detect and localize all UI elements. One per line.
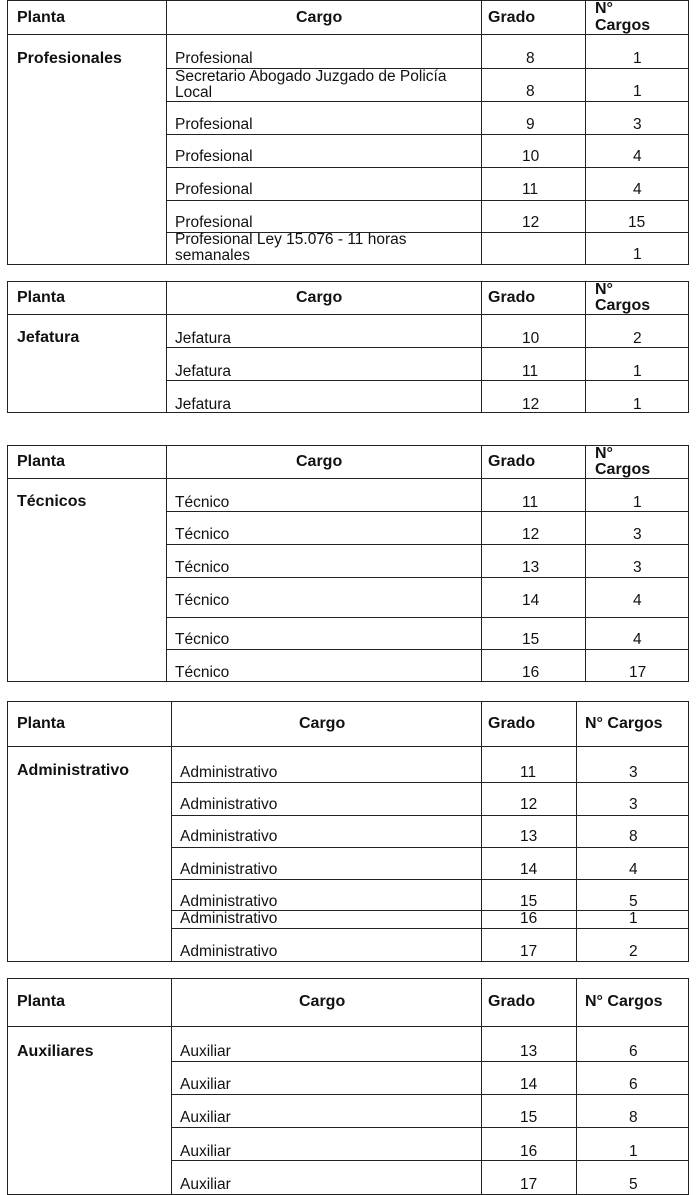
header-planta: Planta	[17, 289, 66, 306]
grado-cell: 15	[522, 631, 540, 648]
table-profesionales	[7, 0, 689, 265]
cargo-cell: Profesional	[175, 116, 253, 133]
ncargos-cell: 5	[629, 1176, 638, 1193]
cargo-cell: Jefatura	[175, 330, 232, 347]
grado-cell: 12	[522, 214, 540, 231]
header-planta: Planta	[17, 453, 66, 470]
cargo-cell: Administrativo	[180, 764, 278, 781]
grado-cell: 14	[522, 592, 540, 609]
cargo-cell: Jefatura	[175, 396, 232, 413]
table-jefatura	[7, 281, 689, 413]
column-divider	[481, 702, 482, 961]
grado-cell: 11	[520, 764, 537, 781]
ncargos-cell: 1	[629, 910, 638, 927]
row-divider	[166, 544, 688, 545]
grado-cell: 17	[520, 1176, 538, 1193]
cargo-cell: Profesional	[175, 214, 253, 231]
cargo-cell: Auxiliar	[180, 1043, 231, 1060]
grado-cell: 14	[520, 861, 538, 878]
cargo-cell: Administrativo	[180, 910, 278, 927]
grado-cell: 13	[522, 559, 540, 576]
header-grado: Grado	[488, 715, 536, 732]
row-divider	[171, 1127, 688, 1128]
header-cargo: Cargo	[296, 453, 343, 470]
column-divider	[166, 1, 167, 264]
row-divider	[171, 847, 688, 848]
column-divider	[171, 979, 172, 1194]
row-divider	[171, 1061, 688, 1062]
row-divider	[166, 200, 688, 201]
header-divider	[8, 314, 688, 315]
header-grado: Grado	[488, 993, 536, 1010]
cargo-cell: Profesional	[175, 181, 253, 198]
planta-label: Profesionales	[17, 50, 122, 67]
header-cargo: Cargo	[299, 993, 346, 1010]
ncargos-cell: 3	[629, 764, 638, 781]
row-divider	[166, 577, 688, 578]
cargo-cell: Profesional	[175, 148, 253, 165]
grado-cell: 16	[522, 664, 540, 681]
column-divider	[166, 446, 167, 681]
row-divider	[171, 1160, 688, 1161]
cargo-cell: Técnico	[175, 494, 230, 511]
grado-cell: 17	[520, 943, 538, 960]
grado-cell: 12	[522, 396, 540, 413]
cargo-cell: Administrativo	[180, 893, 278, 910]
ncargos-cell: 2	[633, 330, 642, 347]
table-administrativo	[7, 701, 689, 962]
cargo-cell: Administrativo	[180, 828, 278, 845]
header-ncargos-line1: N°	[595, 0, 613, 17]
ncargos-cell: 17	[629, 664, 647, 681]
column-divider	[576, 979, 577, 1194]
ncargos-cell: 4	[629, 861, 638, 878]
cargo-cell: Auxiliar	[180, 1076, 231, 1093]
cargo-cell: Secretario Abogado Juzgado de Policía Local	[175, 68, 447, 101]
ncargos-cell: 1	[633, 83, 642, 100]
grado-cell: 13	[520, 828, 538, 845]
header-divider	[8, 478, 688, 479]
column-divider	[481, 446, 482, 681]
ncargos-cell: 8	[629, 1109, 638, 1126]
header-grado: Grado	[488, 453, 536, 470]
row-divider	[171, 928, 688, 929]
grado-cell: 16	[520, 910, 538, 927]
header-cargo: Cargo	[299, 715, 346, 732]
header-ncargos-line2: Cargos	[595, 461, 651, 478]
row-divider	[166, 101, 688, 102]
cargo-cell: Administrativo	[180, 943, 278, 960]
planta-label: Administrativo	[17, 762, 130, 779]
header-ncargos-line2: Cargos	[595, 17, 651, 34]
ncargos-cell: 1	[633, 50, 642, 67]
cargo-cell: Técnico	[175, 631, 230, 648]
row-divider	[171, 879, 688, 880]
ncargos-cell: 1	[629, 1143, 638, 1160]
row-divider	[171, 815, 688, 816]
column-divider	[585, 446, 586, 681]
cargo-cell: Jefatura	[175, 363, 232, 380]
row-divider	[166, 134, 688, 135]
ncargos-cell: 1	[633, 494, 642, 511]
column-divider	[171, 702, 172, 961]
planta-label: Jefatura	[17, 329, 80, 346]
grado-cell: 11	[522, 181, 539, 198]
header-cargo: Cargo	[296, 289, 343, 306]
cargo-cell: Auxiliar	[180, 1143, 231, 1160]
header-cargo: Cargo	[296, 9, 343, 26]
cargo-cell: Técnico	[175, 664, 230, 681]
cargo-cell: Técnico	[175, 592, 230, 609]
grado-cell: 11	[522, 494, 539, 511]
header-ncargos: N° Cargos	[585, 993, 663, 1010]
row-divider	[166, 617, 688, 618]
header-ncargos-line1: N°	[595, 281, 613, 298]
cargo-cell: Auxiliar	[180, 1109, 231, 1126]
cargo-cell: Auxiliar	[180, 1176, 231, 1193]
grado-cell: 9	[526, 116, 535, 133]
cargo-cell: Administrativo	[180, 861, 278, 878]
ncargos-cell: 15	[628, 214, 646, 231]
ncargos-cell: 3	[629, 796, 638, 813]
ncargos-cell: 1	[633, 396, 642, 413]
column-divider	[481, 979, 482, 1194]
header-planta: Planta	[17, 715, 66, 732]
grado-cell: 12	[520, 796, 538, 813]
ncargos-cell: 3	[633, 559, 642, 576]
ncargos-cell: 3	[633, 116, 642, 133]
ncargos-cell: 4	[633, 148, 642, 165]
header-grado: Grado	[488, 9, 536, 26]
table-auxiliares	[7, 978, 689, 1195]
grado-cell: 8	[526, 50, 535, 67]
header-planta: Planta	[17, 9, 66, 26]
column-divider	[576, 702, 577, 961]
ncargos-cell: 1	[633, 363, 642, 380]
grado-cell: 15	[520, 1109, 538, 1126]
grado-cell: 14	[520, 1076, 538, 1093]
header-divider	[8, 34, 688, 35]
cargo-cell: Técnico	[175, 526, 230, 543]
header-ncargos: N° Cargos	[585, 715, 663, 732]
column-divider	[585, 1, 586, 264]
ncargos-cell: 4	[633, 592, 642, 609]
row-divider	[166, 167, 688, 168]
grado-cell: 12	[522, 526, 540, 543]
row-divider	[166, 380, 688, 381]
ncargos-cell: 8	[629, 828, 638, 845]
ncargos-cell: 5	[629, 893, 638, 910]
ncargos-cell: 4	[633, 631, 642, 648]
ncargos-cell: 4	[633, 181, 642, 198]
header-ncargos-line2: Cargos	[595, 297, 651, 314]
header-divider	[8, 746, 688, 747]
cargo-cell: Profesional Ley 15.076 - 11 horas semanales	[175, 231, 407, 264]
row-divider	[166, 347, 688, 348]
column-divider	[481, 1, 482, 264]
ncargos-cell: 3	[633, 526, 642, 543]
planta-label: Técnicos	[17, 493, 87, 510]
header-ncargos-line1: N°	[595, 445, 613, 462]
ncargos-cell: 1	[633, 246, 642, 263]
grado-cell: 8	[526, 83, 535, 100]
ncargos-cell: 2	[629, 943, 638, 960]
grado-cell: 10	[522, 148, 540, 165]
ncargos-cell: 6	[629, 1043, 638, 1060]
grado-cell: 10	[522, 330, 540, 347]
row-divider	[166, 511, 688, 512]
cargo-cell: Administrativo	[180, 796, 278, 813]
cargo-cell: Técnico	[175, 559, 230, 576]
grado-cell: 11	[522, 363, 539, 380]
grado-cell: 16	[520, 1143, 538, 1160]
grado-cell: 13	[520, 1043, 538, 1060]
row-divider	[171, 782, 688, 783]
header-planta: Planta	[17, 993, 66, 1010]
row-divider	[166, 649, 688, 650]
grado-cell: 15	[520, 893, 538, 910]
header-grado: Grado	[488, 289, 536, 306]
ncargos-cell: 6	[629, 1076, 638, 1093]
row-divider	[171, 1094, 688, 1095]
planta-label: Auxiliares	[17, 1043, 94, 1060]
header-divider	[8, 1026, 688, 1027]
table-tecnicos	[7, 445, 689, 682]
cargo-cell: Profesional	[175, 50, 253, 67]
